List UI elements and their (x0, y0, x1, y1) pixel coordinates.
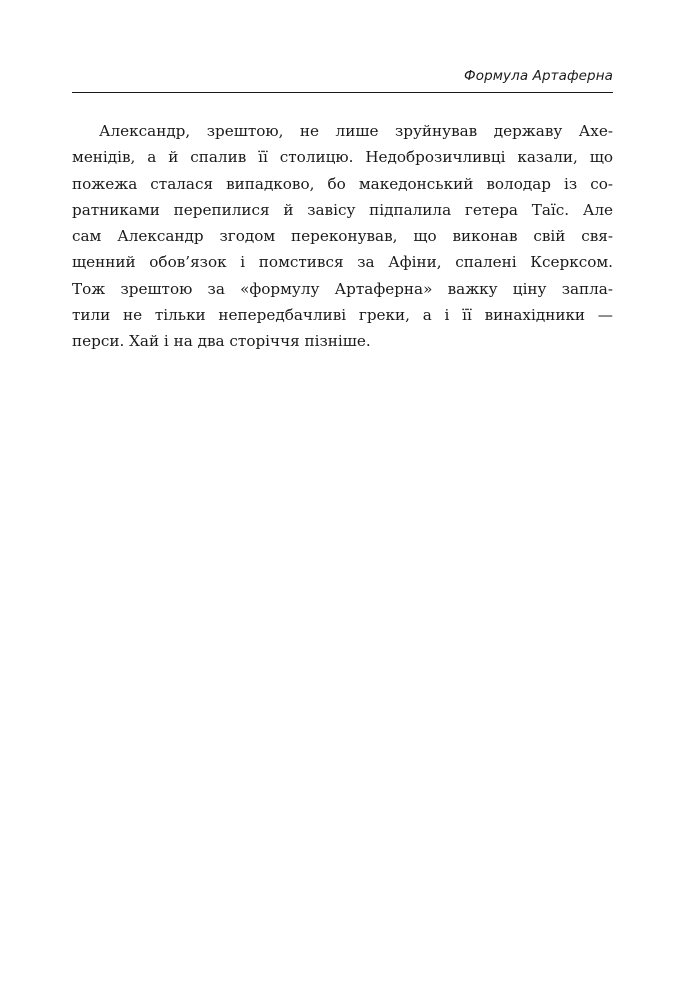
body-paragraph (72, 118, 613, 355)
text-line: Александр, зрештою, не лише зруйнував державу Ахе- (99, 122, 613, 140)
text-line: тили не тільки непередбачливі греки, а і її винахідники — (72, 306, 613, 325)
text-line: перси. Хай і на два сторіччя пізніше. (72, 332, 371, 351)
text-line: щенний обов’язок і помстився за Афіни, спалені Ксерксом. (72, 253, 613, 272)
running-header-title: Формула Артаферна (464, 68, 613, 84)
text-line: менідів, а й спалив її столицю. Недоброзичливці казали, що (72, 148, 613, 167)
text-line: ратниками перепилися й завісу підпалила гетера Таїс. Але (72, 200, 613, 219)
text-line: Тож зрештою за «формулу Артаферна» важку ціну запла- (72, 279, 613, 298)
text-line: пожежа сталася випадково, бо македонський володар із со- (72, 174, 613, 193)
running-header (72, 66, 613, 93)
text-line: сам Александр згодом переконував, що виконав свій свя- (72, 227, 613, 246)
